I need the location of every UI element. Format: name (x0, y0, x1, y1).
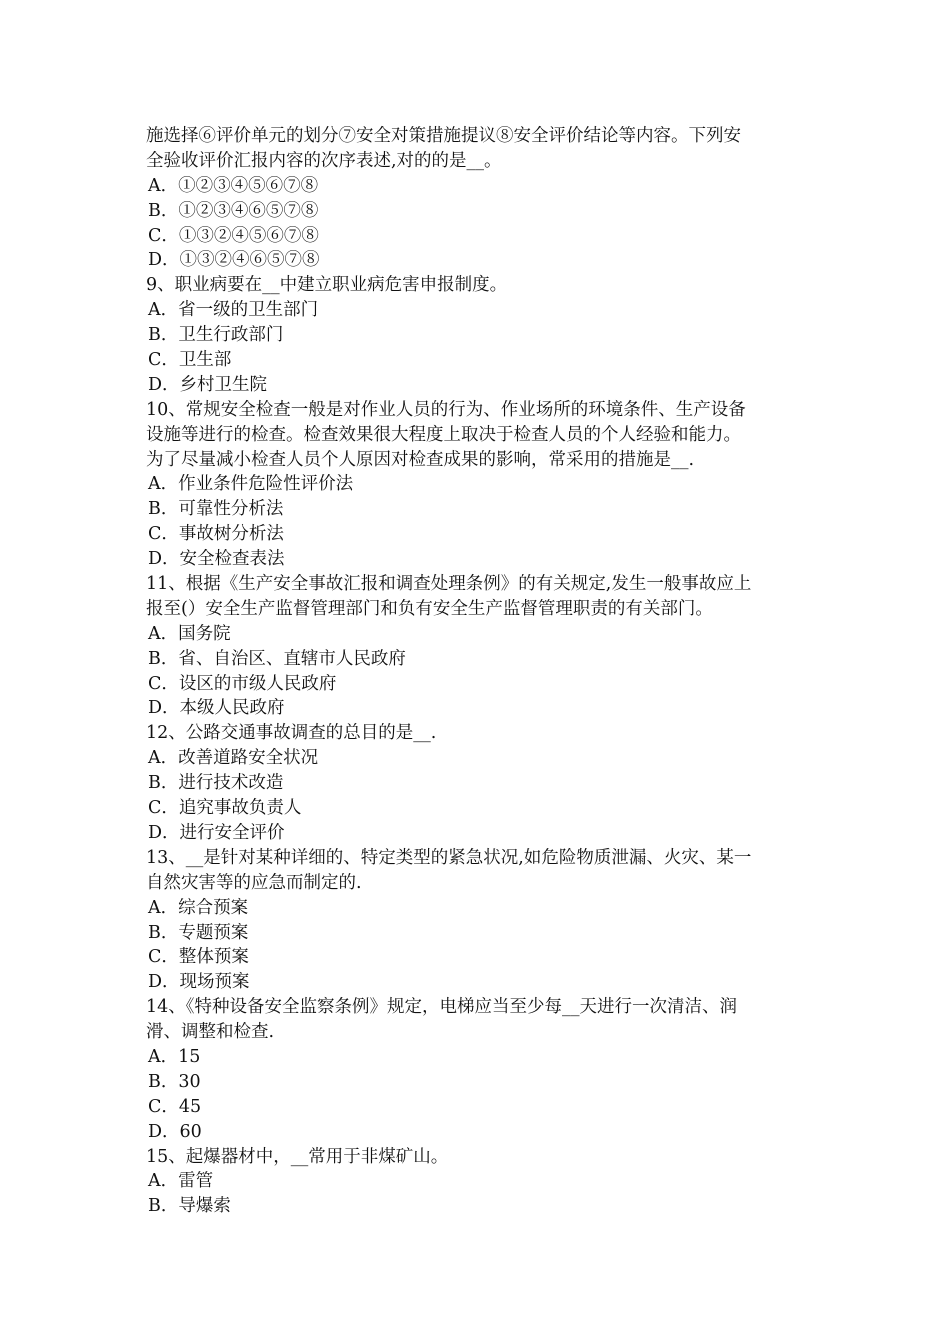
answer-option: B．①②③④⑥⑤⑦⑧ (148, 200, 319, 221)
answer-option: D．安全检查表法 (148, 549, 285, 570)
question-text-line: 12、公路交通事故调查的总目的是__. (146, 723, 437, 744)
question-text-line: 14、《特种设备安全监察条例》规定，电梯应当至少每__天进行一次清洁、润 (146, 997, 738, 1018)
answer-option: C．整体预案 (148, 947, 249, 968)
answer-option: C．事故树分析法 (148, 524, 284, 545)
question-text-line: 为了尽量减小检查人员个人原因对检查成果的影响，常采用的措施是__. (146, 449, 695, 470)
answer-option: A．省一级的卫生部门 (148, 300, 319, 321)
answer-option: C．设区的市级人民政府 (148, 673, 337, 694)
question-text-line: 13、__是针对某种详细的、特定类型的紧急状况,如危险物质泄漏、火灾、某一 (146, 847, 752, 868)
answer-option: D．①③②④⑥⑤⑦⑧ (148, 250, 320, 271)
document-body (146, 124, 810, 1219)
answer-option: B．进行技术改造 (148, 773, 284, 794)
answer-option: A．改善道路安全状况 (148, 748, 319, 769)
answer-option: C．卫生部 (148, 350, 232, 371)
answer-option: A．15 (148, 1046, 201, 1067)
question-text-line: 全验收评价汇报内容的次序表述,对的的是__。 (146, 150, 502, 171)
question-text-line: 设施等进行的检查。检查效果很大程度上取决于检查人员的个人经验和能力。 (146, 424, 741, 445)
answer-option: D．60 (148, 1121, 202, 1142)
question-text-line: 15、起爆器材中，__常用于非煤矿山。 (146, 1146, 449, 1167)
answer-option: B．专题预案 (148, 922, 249, 943)
answer-option: C．①③②④⑤⑥⑦⑧ (148, 225, 319, 246)
question-text-line: 滑、调整和检查. (146, 1022, 275, 1043)
answer-option: D．现场预案 (148, 972, 250, 993)
question-text-line: 施选择⑥评价单元的划分⑦安全对策措施提议⑧安全评价结论等内容。下列安 (146, 126, 741, 146)
answer-option: A．综合预案 (148, 897, 249, 918)
answer-option: A．①②③④⑤⑥⑦⑧ (148, 175, 319, 196)
answer-option: A．作业条件危险性评价法 (148, 474, 354, 495)
answer-option: D．进行安全评价 (148, 822, 285, 843)
answer-option: B．卫生行政部门 (148, 325, 284, 346)
answer-option: D．本级人民政府 (148, 698, 285, 719)
answer-option: C．追究事故负责人 (148, 798, 302, 819)
question-text-line: 9、职业病要在__中建立职业病危害申报制度。 (146, 275, 508, 296)
answer-option: B．导爆索 (148, 1196, 231, 1217)
question-text-line: 11、根据《生产安全事故汇报和调查处理条例》的有关规定,发生一般事故应上 (146, 574, 752, 595)
answer-option: A．国务院 (148, 623, 231, 644)
answer-option: C．45 (148, 1096, 202, 1117)
answer-option: D．乡村卫生院 (148, 374, 268, 395)
question-text-line: 10、常规安全检查一般是对作业人员的行为、作业场所的环境条件、生产设备 (146, 399, 746, 420)
answer-option: B．省、自治区、直辖市人民政府 (148, 648, 406, 669)
answer-option: B．30 (148, 1071, 201, 1092)
answer-option: B．可靠性分析法 (148, 499, 284, 520)
question-text-line: 报至(）安全生产监督管理部门和负有安全生产监督管理职责的有关部门。 (146, 598, 713, 619)
question-text-line: 自然灾害等的应急而制定的. (146, 872, 362, 893)
answer-option: A．雷管 (148, 1171, 214, 1192)
